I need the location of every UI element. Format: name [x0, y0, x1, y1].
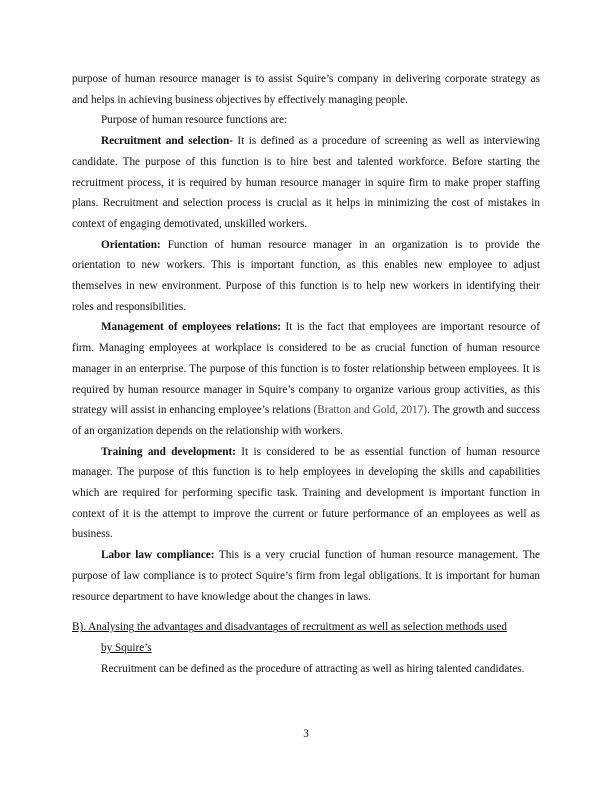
function-text: Function of human resource manager in an organization is to provide the orientation to new workers. This is important function, as this enables new employee to adjust themselves in new environment. Purpose of this function is to help new workers in identifying their roles and responsibilities. [72, 238, 540, 313]
function-text: It is considered to be as essential function of human resource manager. The purpose of this function is to help employees in developing the skills and capabilities which are required for performing specific task. Training and development is important function in context of it is the attempt to improve the current or future performance of an employees as well as business. [72, 445, 540, 541]
function-paragraph-recruitment [72, 131, 540, 235]
section-heading-line1: B). Analysing the advantages and disadvantages of recruitment as well as selection methods used [72, 621, 507, 634]
function-paragraph-training [72, 442, 540, 546]
functions-intro: Purpose of human resource functions are: [101, 114, 288, 127]
function-text: It is the fact that employees are important resource of firm. Managing employees at workplace is considered to be as crucial function of human resource manager in an enterprise. The purpose of this function is to foster relationship between employees. It is required by human resource manager in Squire’s company to organize various group activities, as this strategy will assist in enhancing employee’s relations [72, 321, 540, 417]
recruitment-definition: Recruitment can be defined as the procedure of attracting as well as hiring talented candidates. [101, 662, 525, 675]
function-text: This is a very crucial function of human resource management. The purpose of law compliance is to protect Squire’s firm from legal obligations. It is important for human resource department to have knowledge about the changes in laws. [72, 549, 540, 603]
function-heading: Management of employees relations: [101, 321, 281, 334]
section-heading-line2: by Squire’s [101, 641, 152, 654]
function-heading: Training and development: [101, 445, 236, 458]
function-paragraph-orientation [72, 235, 540, 318]
body-text [72, 69, 540, 679]
function-heading: Labor law compliance: [101, 549, 215, 562]
function-heading: Recruitment and selection- [101, 135, 233, 148]
function-paragraph-labor-law [72, 545, 540, 607]
intro-paragraph: purpose of human resource manager is to assist Squire’s company in delivering corporate strategy as and helps in achieving business objectives by effectively managing people. [72, 73, 540, 106]
section-heading [72, 617, 540, 658]
function-text: It is defined as a procedure of screening as well as interviewing candidate. The purpose of this function is to hire best and talented workforce. Before starting the recruitment process, it is required by human resource manager in squire firm to make proper staffing plans. Recruitment and selection process is crucial as it helps in minimizing the cost of mistakes in context of engaging demotivated, unskilled workers. [72, 135, 540, 230]
page-number: 3 [303, 728, 309, 740]
function-heading: Orientation: [101, 238, 161, 251]
function-paragraph-employee-relations [72, 317, 540, 441]
function-text-after: . The growth and success of an organization depends on the relationship with workers. [72, 404, 540, 437]
citation: (Bratton and Gold, 2017) [313, 404, 427, 417]
